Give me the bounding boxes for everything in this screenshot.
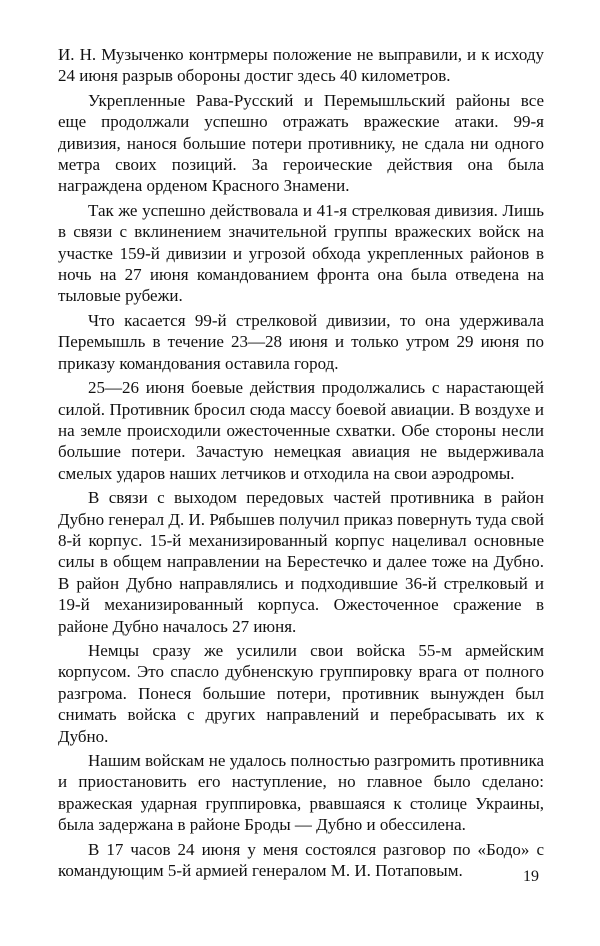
paragraph-1: И. Н. Музыченко контрмеры положение не выправили, и к исходу 24 июня разрыв обороны достиг здесь 40 километров. [58, 45, 544, 86]
paragraph-3: Так же успешно действовала и 41-я стрелковая дивизия. Лишь в связи с вклинением значительной группы вражеских войск на участке 159-й дивизии и угрозой обхода укрепленных районов в ночь на 27 июня командованием фронта она была отведена на тыловые рубежи. [58, 200, 544, 306]
page-body [58, 44, 544, 884]
page-number: 19 [523, 868, 539, 885]
paragraph-8: Нашим войскам не удалось полностью разгромить противника и приостановить его наступление, но главное было сделано: вражеская ударная группировка, рвавшаяся к столице Украины, была задержана в районе Броды — Дубно и обессилена. [58, 751, 544, 835]
paragraph-6: В связи с выходом передовых частей противника в район Дубно генерал Д. И. Рябышев получил приказ повернуть туда свой 8-й корпус. 15-й механизированный корпус нацеливал основные силы в общем направлении на Берестечко и далее тоже на Дубно. В район Дубно направлялись и подходившие 36-й стрелковый и 19-й механизированный корпуса. Ожесточенное сражение в районе Дубно началось 27 июня. [58, 488, 544, 636]
paragraph-7: Немцы сразу же усилили свои войска 55-м армейским корпусом. Это спасло дубненскую группировку врага от полного разгрома. Понеся большие потери, противник вынужден был снимать войска с других направлений и перебрасывать их к Дубно. [58, 640, 544, 746]
paragraph-5: 25—26 июня боевые действия продолжались с нарастающей силой. Противник бросил сюда массу боевой авиации. В воздухе и на земле происходили ожесточенные схватки. Обе стороны несли большие потери. Зачастую немецкая авиация не выдерживала смелых ударов наших летчиков и отходила на свои аэродромы. [58, 378, 544, 483]
paragraph-2: Укрепленные Рава-Русский и Перемышльский районы все еще продолжали успешно отражать вражеские атаки. 99-я дивизия, нанося большие потери противнику, не сдала ни одного метра своих позиций. За героические действия она была награждена орденом Красного Знамени. [58, 90, 544, 196]
paragraph-4: Что касается 99-й стрелковой дивизии, то она удерживала Перемышль в течение 23—28 июня и только утром 29 июня по приказу командования оставила город. [58, 310, 544, 373]
paragraph-9: В 17 часов 24 июня у меня состоялся разговор по «Бодо» с командующим 5-й армией генералом М. И. Потаповым. [58, 839, 544, 881]
